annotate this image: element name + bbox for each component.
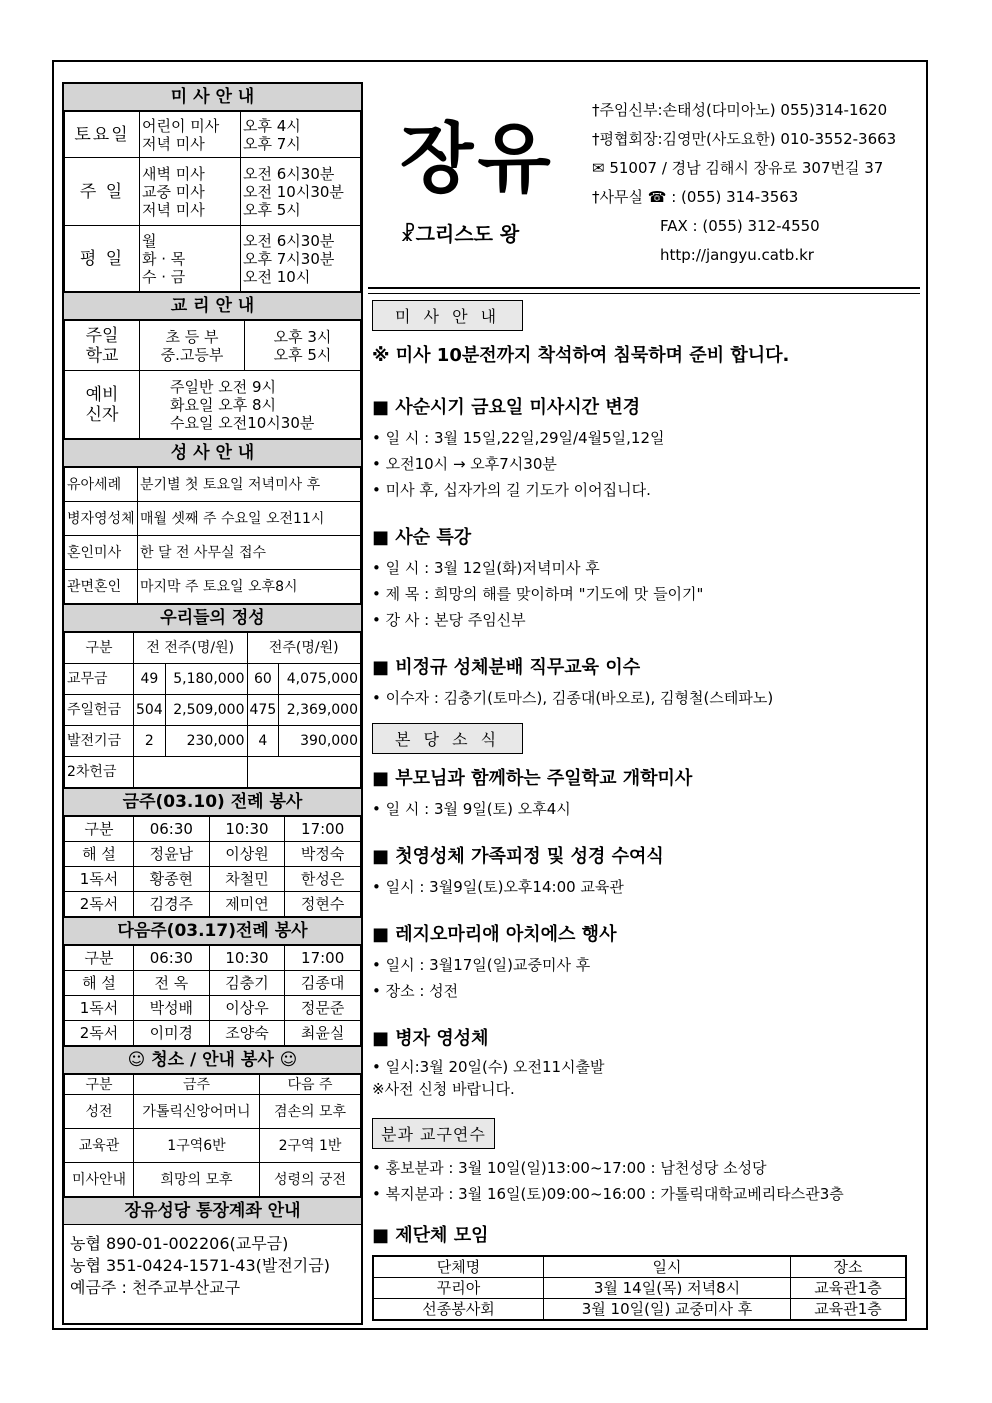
mass-item: 화 · 목 xyxy=(142,249,186,268)
mass-label: 토요일 xyxy=(65,112,140,158)
group-where: 교육관1층 xyxy=(791,1278,907,1299)
sacrament-label: 혼인미사 xyxy=(65,536,138,570)
offering-table xyxy=(64,632,361,788)
sacrament-label: 병자영성체 xyxy=(65,502,138,536)
sacrament-text: 분기별 첫 토요일 저녁미사 후 xyxy=(138,468,361,502)
offering-label: 교무금 xyxy=(65,664,134,695)
service-name: 정현수 xyxy=(285,892,361,917)
office-line: †사무실 ☎ : (055) 314-3563 xyxy=(592,188,799,206)
cleaning-value: 가톨릭신앙어머니 xyxy=(134,1095,260,1129)
this-week-table xyxy=(64,816,361,917)
offering-count: 49 xyxy=(134,664,166,695)
cleaning-label: 성전 xyxy=(65,1095,134,1129)
service-name: 황종현 xyxy=(134,867,210,892)
service-name: 이상우 xyxy=(209,996,285,1021)
next-week-table xyxy=(64,945,361,1046)
sacrament-table xyxy=(64,467,361,604)
mass-time: 오후 7시 xyxy=(243,134,301,153)
offering-amount xyxy=(247,757,361,788)
service-role: 해 설 xyxy=(65,971,134,996)
doctrine-table xyxy=(64,320,361,439)
mass-header: 미 사 안 내 xyxy=(64,84,361,111)
cleaning-col: 구분 xyxy=(65,1075,134,1095)
header-divider xyxy=(368,287,920,294)
doctrine-header: 교 리 안 내 xyxy=(64,292,361,320)
offering-label: 2차헌금 xyxy=(65,757,134,788)
service-role: 1독서 xyxy=(65,996,134,1021)
service-name: 정문준 xyxy=(285,996,361,1021)
web-link[interactable]: http://jangyu.catb.kr xyxy=(660,246,814,264)
group-when: 3월 14일(목) 저녁8시 xyxy=(544,1278,791,1299)
legio-item: • 장소 : 성전 xyxy=(372,982,459,1000)
offering-count: 4 xyxy=(247,726,279,757)
offering-col: 구분 xyxy=(65,633,134,664)
cleaning-col: 금주 xyxy=(134,1075,260,1095)
group-col: 일시 xyxy=(544,1256,791,1278)
service-role: 해 설 xyxy=(65,842,134,867)
groups-table xyxy=(372,1255,907,1321)
district-item: • 복지분과 : 3월 16일(토)09:00~16:00 : 가톨릭대학교베리타스관3층 xyxy=(372,1185,844,1203)
service-name: 이상원 xyxy=(209,842,285,867)
offering-count: 504 xyxy=(134,695,166,726)
service-name: 정윤남 xyxy=(134,842,210,867)
offering-amount: 4,075,000 xyxy=(279,664,361,695)
service-col: 10:30 xyxy=(209,817,285,842)
group-where: 교육관1층 xyxy=(791,1299,907,1321)
offering-amount xyxy=(134,757,248,788)
account-line: 농협 351-0424-1571-43(발전기금) xyxy=(70,1256,330,1275)
fax-line: FAX : (055) 312-4550 xyxy=(660,217,820,235)
mass-item: 교중 미사 xyxy=(142,182,205,201)
group-name: 선종봉사회 xyxy=(373,1299,544,1321)
cleaning-label: 미사안내 xyxy=(65,1163,134,1197)
school-group: 중.고등부 xyxy=(160,345,224,364)
sick-item: ※사전 신청 바랍니다. xyxy=(372,1080,515,1098)
service-col: 구분 xyxy=(65,817,134,842)
lecture-item: • 강 사 : 본당 주임신부 xyxy=(372,611,526,629)
left-sidebar xyxy=(62,82,363,1325)
news-tag: 본 당 소 식 xyxy=(372,723,523,754)
offering-amount: 2,509,000 xyxy=(165,695,247,726)
sick-title: ■ 병자 영성체 xyxy=(372,1028,489,1049)
offering-col: 전 전주(명/원) xyxy=(134,633,248,664)
lecture-item: • 일 시 : 3월 12일(화)저녁미사 후 xyxy=(372,559,600,577)
bulletin-subtitle: ☧그리스도 왕 xyxy=(400,222,520,246)
mass-time: 오전 6시30분 xyxy=(243,231,335,250)
service-name: 한성은 xyxy=(285,867,361,892)
service-name: 김종대 xyxy=(285,971,361,996)
group-when: 3월 10일(일) 교중미사 후 xyxy=(544,1299,791,1321)
school-title: ■ 부모님과 함께하는 주일학교 개학미사 xyxy=(372,768,693,789)
offering-count: 2 xyxy=(134,726,166,757)
offering-col: 전주(명/원) xyxy=(247,633,361,664)
service-role: 2독서 xyxy=(65,1021,134,1046)
offering-amount: 2,369,000 xyxy=(279,695,361,726)
main-content xyxy=(372,298,917,1321)
lent-item: • 오전10시 → 오후7시30분 xyxy=(372,455,557,473)
cleaning-label: 교육관 xyxy=(65,1129,134,1163)
service-name: 김경주 xyxy=(134,892,210,917)
minister-item: • 이수자 : 김충기(토마스), 김종대(바오로), 김형철(스테파노) xyxy=(372,689,774,707)
cleaning-value: 2구역 1반 xyxy=(260,1129,361,1163)
district-item: • 홍보분과 : 3월 10일(일)13:00~17:00 : 남천성당 소성당 xyxy=(372,1159,767,1177)
service-name: 이미경 xyxy=(134,1021,210,1046)
offering-count: 60 xyxy=(247,664,279,695)
notice: ※ 미사 10분전까지 착석하여 침묵하며 준비 합니다. xyxy=(372,345,790,366)
service-col: 17:00 xyxy=(285,817,361,842)
minister-title: ■ 비정규 성체분배 직무교육 이수 xyxy=(372,657,641,678)
service-col: 구분 xyxy=(65,946,134,971)
mass-table xyxy=(64,111,361,292)
mass-time: 오후 5시 xyxy=(243,200,301,219)
service-col: 06:30 xyxy=(134,946,210,971)
service-col: 06:30 xyxy=(134,817,210,842)
service-role: 1독서 xyxy=(65,867,134,892)
cleaning-value: 겸손의 모후 xyxy=(260,1095,361,1129)
masthead xyxy=(370,90,920,280)
mass-time: 오후 7시30분 xyxy=(243,249,335,268)
service-name: 박정숙 xyxy=(285,842,361,867)
catechumen-line: 주일반 오전 9시 xyxy=(170,377,277,396)
this-week-header: 금주(03.10) 전례 봉사 xyxy=(64,788,361,816)
sacrament-text: 한 달 전 사무실 접수 xyxy=(138,536,361,570)
group-name: 꾸리아 xyxy=(373,1278,544,1299)
group-col: 단체명 xyxy=(373,1256,544,1278)
school-time: 오후 3시 xyxy=(273,327,332,346)
sick-item: • 일시:3월 20일(수) 오전11시출발 xyxy=(372,1058,605,1076)
offering-amount: 5,180,000 xyxy=(165,664,247,695)
offering-amount: 390,000 xyxy=(279,726,361,757)
catechumen-line: 화요일 오후 8시 xyxy=(170,395,277,414)
account-header: 장유성당 통장계좌 안내 xyxy=(64,1197,361,1225)
pastor-line: †주임신부:손태성(다미아노) 055)314-1620 xyxy=(592,101,888,119)
offering-count: 475 xyxy=(247,695,279,726)
mass-time: 오전 6시30분 xyxy=(243,164,335,183)
lent-title: ■ 사순시기 금요일 미사시간 변경 xyxy=(372,397,641,418)
mass-label: 평 일 xyxy=(65,226,140,292)
account-box xyxy=(64,1225,361,1307)
mass-item: 새벽 미사 xyxy=(142,164,205,183)
legio-title: ■ 레지오마리애 아치에스 행사 xyxy=(372,924,617,945)
sacrament-header: 성 사 안 내 xyxy=(64,439,361,467)
service-role: 2독서 xyxy=(65,892,134,917)
communion-item: • 일시 : 3월9일(토)오후14:00 교육관 xyxy=(372,878,624,896)
sacrament-text: 매월 셋째 주 수요일 오전11시 xyxy=(138,502,361,536)
school-group: 초 등 부 xyxy=(165,327,219,346)
offering-amount: 230,000 xyxy=(165,726,247,757)
lecture-item: • 제 목 : 희망의 해를 맞이하며 "기도에 맛 들이기" xyxy=(372,585,704,603)
groups-title: ■ 제단체 모임 xyxy=(372,1225,489,1246)
sacrament-label: 유아세례 xyxy=(65,468,138,502)
cleaning-value: 1구역6반 xyxy=(134,1129,260,1163)
mass-item: 수 · 금 xyxy=(142,267,186,286)
cleaning-value: 성령의 궁전 xyxy=(260,1163,361,1197)
mass-item: 저녁 미사 xyxy=(142,200,205,219)
address-line: ✉ 51007 / 경남 김해시 장유로 307번길 37 xyxy=(592,159,884,177)
cleaning-col: 다음 주 xyxy=(260,1075,361,1095)
mass-label: 주 일 xyxy=(65,158,140,226)
school-item: • 일 시 : 3월 9일(토) 오후4시 xyxy=(372,800,571,818)
mass-time: 오전 10시30분 xyxy=(243,182,344,201)
mass-item: 저녁 미사 xyxy=(142,134,205,153)
school-time: 오후 5시 xyxy=(273,345,332,364)
group-col: 장소 xyxy=(791,1256,907,1278)
district-tag: 분과 교구연수 xyxy=(372,1118,495,1149)
mass-time: 오후 4시 xyxy=(243,116,301,135)
service-name: 김충기 xyxy=(209,971,285,996)
service-name: 전 옥 xyxy=(134,971,210,996)
lent-item: • 미사 후, 십자가의 길 기도가 이어집니다. xyxy=(372,481,651,499)
service-name: 조양숙 xyxy=(209,1021,285,1046)
offering-label: 발전기금 xyxy=(65,726,134,757)
bulletin-title: 장유 xyxy=(400,114,555,203)
mass-tag: 미 사 안 내 xyxy=(372,300,523,331)
offering-header: 우리들의 정성 xyxy=(64,604,361,632)
account-line: 농협 890-01-002206(교무금) xyxy=(70,1234,289,1253)
cleaning-value: 희망의 모후 xyxy=(134,1163,260,1197)
service-name: 제미연 xyxy=(209,892,285,917)
mass-time: 오전 10시 xyxy=(243,267,311,286)
account-holder: 예금주 : 천주교부산교구 xyxy=(70,1278,241,1297)
contact-info xyxy=(592,96,896,270)
service-name: 차철민 xyxy=(209,867,285,892)
sunday-school-label: 주일 학교 xyxy=(65,321,140,371)
catechumen-line: 수요일 오전10시30분 xyxy=(170,413,315,432)
service-name: 박성배 xyxy=(134,996,210,1021)
mass-item: 월 xyxy=(142,231,157,250)
legio-item: • 일시 : 3월17일(일)교중미사 후 xyxy=(372,956,591,974)
service-col: 17:00 xyxy=(285,946,361,971)
service-col: 10:30 xyxy=(209,946,285,971)
service-name: 최윤실 xyxy=(285,1021,361,1046)
catechumen-label: 예비 신자 xyxy=(65,371,140,439)
sacrament-text: 마지막 주 토요일 오후8시 xyxy=(138,570,361,604)
cleaning-table xyxy=(64,1074,361,1197)
sacrament-label: 관면혼인 xyxy=(65,570,138,604)
council-line: †평협회장:김영만(사도요한) 010-3552-3663 xyxy=(592,130,897,148)
mass-item: 어린이 미사 xyxy=(142,116,220,135)
offering-label: 주일헌금 xyxy=(65,695,134,726)
next-week-header: 다음주(03.17)전례 봉사 xyxy=(64,917,361,945)
cleaning-header: ☺ 청소 / 안내 봉사 ☺ xyxy=(64,1046,361,1074)
communion-title: ■ 첫영성체 가족피정 및 성경 수여식 xyxy=(372,846,664,867)
lecture-title: ■ 사순 특강 xyxy=(372,527,472,548)
lent-item: • 일 시 : 3월 15일,22일,29일/4월5일,12일 xyxy=(372,429,665,447)
